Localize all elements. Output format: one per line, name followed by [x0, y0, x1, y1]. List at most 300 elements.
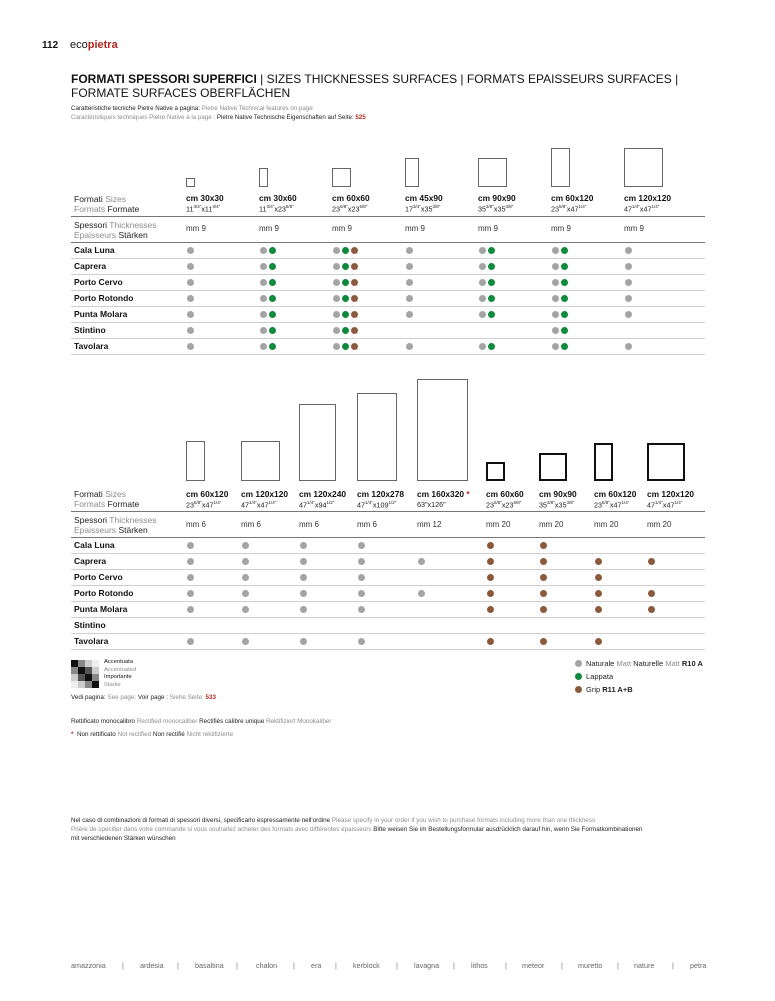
format-inch-label [551, 204, 586, 213]
inch-fraction: 1/4" [655, 500, 663, 505]
naturale-dot [418, 558, 425, 565]
format-size-label: cm 120x120 [241, 489, 289, 499]
shading-legend: Accentuata Accentuated Importante Starke [104, 659, 137, 688]
grip-dot [540, 590, 547, 597]
format-size-label: cm 60x60 [332, 193, 370, 203]
inch-fraction: 5/8" [285, 204, 294, 209]
footer-link-ardesia[interactable]: ardesia [140, 961, 164, 970]
format-inch-label [417, 500, 446, 509]
subtitle-l2a: Caractéristiques techniques Pietre Native à la page : [71, 114, 217, 121]
inch-part: x47 [662, 500, 675, 510]
naturale-dot [187, 558, 194, 565]
product-name: Caprera [74, 556, 107, 566]
naturale-dot [358, 558, 365, 565]
lappata-dot [269, 279, 276, 286]
lappata-dot [342, 279, 349, 286]
title-main: FORMATI SPESSORI SUPERFICI [71, 72, 257, 86]
title-rest-1: | SIZES THICKNESSES SURFACES | FORMATS EPAISSEURS SURFACES | [256, 72, 679, 86]
naturale-dot [333, 279, 340, 286]
grip-dot [351, 247, 358, 254]
naturale-dot [187, 590, 194, 597]
lappata-dot [269, 311, 276, 318]
footer-separator: | [617, 961, 619, 970]
inch-part: x47 [256, 500, 269, 510]
see-page-note: Vedi pagina: See page: Voir page : Siehe Seite: 533 [71, 694, 216, 701]
tile-drawing [478, 158, 507, 187]
lappata-dot [269, 247, 276, 254]
format-size-label: cm 60x120 [594, 489, 637, 499]
product-name: Stintino [74, 325, 106, 335]
inch-fraction: 1/4" [621, 500, 630, 505]
inch-fraction: 1/4" [632, 204, 640, 209]
product-name: Caprera [74, 261, 107, 271]
footer-separator: | [505, 961, 507, 970]
naturale-dot [300, 542, 307, 549]
tile-drawing [539, 453, 567, 481]
naturale-dot [260, 263, 267, 270]
format-thickness: mm 9 [478, 224, 498, 233]
inch-part: 35 [478, 204, 486, 214]
inch-fraction: 1/4" [213, 500, 222, 505]
format-thickness: mm 20 [594, 520, 619, 529]
naturale-dot [187, 247, 194, 254]
inch-part: 11 [186, 204, 194, 214]
naturale-dot [300, 638, 307, 645]
inch-fraction: 1/4" [674, 500, 683, 505]
product-name: Porto Cervo [74, 277, 123, 287]
row-divider [71, 354, 705, 355]
format-size-label: cm 90x90 [539, 489, 577, 499]
page-title [71, 72, 691, 100]
naturale-dot [260, 311, 267, 318]
format-inch-label [478, 204, 513, 213]
product-name: Stintino [74, 620, 106, 630]
inch-fraction: 3/4" [212, 204, 221, 209]
inch-fraction: 1/4" [578, 204, 587, 209]
product-name: Punta Molara [74, 309, 128, 319]
inch-fraction: 3/8" [547, 500, 555, 505]
row-divider [71, 258, 705, 259]
footer-link-amazzonia[interactable]: amazzonia [71, 961, 106, 970]
inch-fraction: 5/8" [513, 500, 522, 505]
row-divider [71, 290, 705, 291]
format-thickness: mm 6 [357, 520, 377, 529]
grip-dot [595, 590, 602, 597]
inch-part: 47 [624, 204, 632, 214]
naturale-dot [333, 343, 340, 350]
grip-dot [595, 606, 602, 613]
footer-separator: | [122, 961, 124, 970]
sizes-label: Formati Sizes Formats Formate [74, 489, 140, 509]
header-divider [71, 242, 705, 243]
inch-fraction: 1/2" [326, 500, 335, 505]
naturale-dot [333, 311, 340, 318]
inch-fraction: 1/4" [651, 204, 660, 209]
grip-dot [648, 558, 655, 565]
product-name: Punta Molara [74, 604, 128, 614]
row-divider [71, 649, 705, 650]
lappata-dot [488, 295, 495, 302]
tile-drawing [186, 178, 195, 187]
format-thickness: mm 20 [486, 520, 511, 529]
row-divider [71, 338, 705, 339]
format-thickness: mm 20 [539, 520, 564, 529]
format-inch-label [594, 500, 629, 509]
naturale-dot [479, 311, 486, 318]
inch-fraction: 1/4" [249, 500, 257, 505]
naturale-dot [552, 279, 559, 286]
title-rest-2: FORMATE SURFACES OBERFLÄCHEN [71, 86, 291, 100]
naturale-dot [479, 343, 486, 350]
grip-dot [487, 638, 494, 645]
surface-legend-dot [575, 673, 582, 680]
naturale-dot [625, 263, 632, 270]
product-name: Tavolara [74, 636, 109, 646]
product-name: Tavolara [74, 341, 109, 351]
tile-drawing [624, 148, 663, 187]
brand-logo [70, 39, 118, 51]
row-divider [71, 569, 705, 570]
row-divider [71, 617, 705, 618]
lappata-dot [488, 279, 495, 286]
grip-dot [595, 574, 602, 581]
footer-link-kerblock[interactable]: kerblock [353, 961, 380, 970]
format-size-label: cm 120x120 [624, 193, 672, 203]
naturale-dot [242, 606, 249, 613]
footer-link-basaltina[interactable]: basaltina [195, 961, 224, 970]
inch-part: 23 [551, 204, 559, 214]
grip-dot [540, 558, 547, 565]
naturale-dot [479, 247, 486, 254]
naturale-dot [187, 311, 194, 318]
naturale-dot [358, 638, 365, 645]
product-name: Porto Rotondo [74, 293, 134, 303]
grip-dot [487, 574, 494, 581]
naturale-dot [333, 295, 340, 302]
format-thickness: mm 9 [332, 224, 352, 233]
legend-code: R10 A [681, 659, 703, 668]
format-inch-label [259, 204, 294, 213]
lappata-dot [342, 311, 349, 318]
product-name: Porto Rotondo [74, 588, 134, 598]
legend-part: Matt [616, 659, 634, 668]
naturale-dot [625, 247, 632, 254]
product-name: Cala Luna [74, 245, 115, 255]
not-rectified-note: * Non rettificato Not rectified Non rectifié Nicht rektifizierte [71, 731, 234, 738]
sizes-label: Formati Sizes Formats Formate [74, 194, 140, 214]
naturale-dot [333, 327, 340, 334]
grip-dot [595, 558, 602, 565]
grip-dot [487, 542, 494, 549]
inch-fraction: 1/4" [365, 500, 373, 505]
naturale-dot [552, 343, 559, 350]
format-thickness: mm 6 [241, 520, 261, 529]
lappata-dot [561, 311, 568, 318]
footer-link-era[interactable]: era [311, 961, 322, 970]
naturale-dot [333, 263, 340, 270]
lappata-dot [561, 263, 568, 270]
footer-link-nature[interactable]: nature [634, 961, 655, 970]
grip-dot [487, 590, 494, 597]
inch-fraction: 5/8" [494, 500, 502, 505]
naturale-dot [625, 343, 632, 350]
tile-drawing [405, 158, 419, 187]
inch-fraction: 1/4" [268, 500, 277, 505]
naturale-dot [187, 574, 194, 581]
format-inch-label [405, 204, 440, 213]
grip-dot [540, 542, 547, 549]
naturale-dot [625, 295, 632, 302]
naturale-dot [552, 311, 559, 318]
lappata-dot [561, 343, 568, 350]
inch-fraction: 3/8" [505, 204, 514, 209]
naturale-dot [260, 327, 267, 334]
legend-part: Matt [665, 659, 682, 668]
naturale-dot [406, 247, 413, 254]
header-divider [71, 216, 705, 217]
tile-drawing [332, 168, 351, 187]
lappata-dot [488, 247, 495, 254]
format-thickness: mm 6 [186, 520, 206, 529]
tile-drawing [357, 393, 397, 481]
legend-part: Naturale [586, 659, 617, 668]
header-divider [71, 511, 705, 512]
lappata-dot [342, 295, 349, 302]
tile-drawing [299, 404, 336, 481]
row-divider [71, 553, 705, 554]
naturale-dot [552, 327, 559, 334]
naturale-dot [187, 542, 194, 549]
inch-part: x109 [372, 500, 389, 510]
lappata-dot [561, 279, 568, 286]
naturale-dot [300, 558, 307, 565]
naturale-dot [625, 279, 632, 286]
thickness-label: Spessori Thicknesses Epaisseurs Stärken [74, 220, 157, 240]
format-size-label: cm 60x120 [551, 193, 594, 203]
naturale-dot [242, 590, 249, 597]
naturale-dot [358, 590, 365, 597]
not-rectified-star: * [464, 489, 470, 499]
naturale-dot [260, 247, 267, 254]
tile-drawing [241, 441, 280, 481]
naturale-dot [333, 247, 340, 254]
naturale-dot [625, 311, 632, 318]
lappata-dot [269, 327, 276, 334]
inch-fraction: 1/2" [388, 500, 397, 505]
grip-dot [540, 574, 547, 581]
format-inch-label [539, 500, 574, 509]
legend-part: Grip [586, 685, 603, 694]
inch-part: 17 [405, 204, 413, 214]
format-thickness: mm 12 [417, 520, 442, 529]
inch-part: x35 [493, 204, 506, 214]
footer-separator: | [396, 961, 398, 970]
inch-part: x47 [609, 500, 622, 510]
footer-link-lithos[interactable]: lithos [471, 961, 488, 970]
naturale-dot [552, 263, 559, 270]
surface-legend-label [586, 685, 633, 694]
inch-fraction: 3/8" [566, 500, 575, 505]
naturale-dot [300, 574, 307, 581]
naturale-dot [187, 606, 194, 613]
format-size-label: cm 45x90 [405, 193, 443, 203]
format-size-label: cm 90x90 [478, 193, 516, 203]
format-thickness: mm 9 [551, 224, 571, 233]
row-divider [71, 322, 705, 323]
surface-legend-label [586, 672, 613, 681]
subtitle-l2b: Pietre Native Technische Eigenschaften auf Seite: [216, 114, 356, 121]
grip-dot [351, 279, 358, 286]
footer-separator: | [177, 961, 179, 970]
format-inch-label [186, 500, 221, 509]
naturale-dot [358, 606, 365, 613]
footer-separator: | [453, 961, 455, 970]
format-thickness: mm 9 [624, 224, 644, 233]
footer-link-petra[interactable]: petra [690, 961, 707, 970]
footer-link-lavagna[interactable]: lavagna [414, 961, 440, 970]
format-inch-label [299, 500, 334, 509]
lappata-dot [342, 247, 349, 254]
inch-part: 23 [186, 500, 194, 510]
shading-swatch [71, 660, 99, 688]
naturale-dot [260, 295, 267, 302]
format-inch-label [186, 204, 220, 213]
naturale-dot [300, 606, 307, 613]
inch-part: 47 [357, 500, 365, 510]
footer-separator: | [561, 961, 563, 970]
tile-drawing [594, 443, 613, 481]
bottom-note: Nel caso di combinazioni di formati di spessori diversi, specificarlo espressamente nell'ordine Please specify in your order if you wish to purchase formats including more than one thickness Prière de spécifier dans votre commande si vous souhaitez acheter des formats avec différentes épaisseurs Bitte weisen Sie im Bestellungsformular ausdrücklich darauf hin, wenn Sie Formatkombinationen mit verschiedenen Stärken wünschen [71, 817, 643, 842]
footer-link-muretto[interactable]: muretto [578, 961, 603, 970]
footer-separator: | [672, 961, 674, 970]
format-size-label: cm 120x240 [299, 489, 347, 499]
naturale-dot [358, 574, 365, 581]
naturale-dot [187, 638, 194, 645]
lappata-dot [561, 295, 568, 302]
lappata-dot [561, 247, 568, 254]
tile-drawing [551, 148, 570, 187]
grip-dot [648, 606, 655, 613]
inch-fraction: 3/8" [432, 204, 441, 209]
surface-legend-dot [575, 686, 582, 693]
naturale-dot [479, 295, 486, 302]
tile-drawing [259, 168, 268, 187]
inch-part: x94 [314, 500, 327, 510]
format-size-label: cm 160x320 * [417, 489, 470, 499]
lappata-dot [342, 263, 349, 270]
lappata-dot [269, 343, 276, 350]
surface-legend-label [586, 659, 703, 668]
format-inch-label [647, 500, 682, 509]
rectified-note: Rettificato monocalibro Rectified monocaliber Rectifiés calibre unique Rektifiziert Monokaliber [71, 718, 332, 725]
naturale-dot [406, 311, 413, 318]
lappata-dot [342, 343, 349, 350]
lappata-dot [488, 343, 495, 350]
naturale-dot [406, 343, 413, 350]
lappata-dot [269, 263, 276, 270]
tile-drawing [186, 441, 205, 481]
grip-dot [351, 343, 358, 350]
format-inch-label [486, 500, 521, 509]
footer-link-chalon[interactable]: chalon [256, 961, 278, 970]
naturale-dot [187, 279, 194, 286]
inch-part: x35 [554, 500, 567, 510]
inch-part: 11 [259, 204, 267, 214]
inch-fraction: 5/8" [602, 500, 610, 505]
format-thickness: mm 9 [259, 224, 279, 233]
grip-dot [487, 558, 494, 565]
inch-fraction: 5/8" [340, 204, 348, 209]
inch-part: 63"x126" [417, 500, 446, 509]
inch-part: x23 [501, 500, 514, 510]
subtitle [71, 104, 366, 122]
inch-part: x35 [420, 204, 433, 214]
format-size-label: cm 60x60 [486, 489, 524, 499]
row-divider [71, 306, 705, 307]
naturale-dot [406, 263, 413, 270]
format-thickness: mm 9 [405, 224, 425, 233]
subtitle-page: 525 [355, 114, 366, 121]
naturale-dot [358, 542, 365, 549]
subtitle-l1b: Pietre Native Technical features on page: [201, 105, 315, 112]
inch-part: 47 [299, 500, 307, 510]
row-divider [71, 585, 705, 586]
legend-code: R11 A+B [602, 685, 633, 694]
format-thickness: mm 20 [647, 520, 672, 529]
format-size-label: cm 30x30 [186, 193, 224, 203]
surface-legend-dot [575, 660, 582, 667]
inch-fraction: 3/4" [193, 204, 202, 209]
product-name: Porto Cervo [74, 572, 123, 582]
lappata-dot [488, 311, 495, 318]
header-divider [71, 537, 705, 538]
naturale-dot [242, 574, 249, 581]
inch-part: 47 [241, 500, 249, 510]
legend-part: Lappata [586, 672, 614, 681]
inch-part: 23 [486, 500, 494, 510]
format-size-label: cm 120x120 [647, 489, 695, 499]
brand-name: pietra [87, 39, 118, 51]
lappata-dot [561, 327, 568, 334]
lappata-dot [488, 263, 495, 270]
format-inch-label [241, 500, 276, 509]
inch-part: x11 [201, 204, 213, 214]
grip-dot [595, 638, 602, 645]
grip-dot [540, 606, 547, 613]
format-size-label: cm 30x60 [259, 193, 297, 203]
inch-fraction: 5/8" [359, 204, 368, 209]
naturale-dot [406, 295, 413, 302]
naturale-dot [187, 327, 194, 334]
naturale-dot [187, 263, 194, 270]
footer-link-meteor[interactable]: meteor [522, 961, 545, 970]
naturale-dot [187, 343, 194, 350]
footer-separator: | [293, 961, 295, 970]
row-divider [71, 274, 705, 275]
row-divider [71, 633, 705, 634]
inch-fraction: 3/4" [266, 204, 275, 209]
row-divider [71, 601, 705, 602]
inch-part: x23 [347, 204, 360, 214]
inch-fraction: 3/8" [486, 204, 494, 209]
naturale-dot [406, 279, 413, 286]
naturale-dot [242, 542, 249, 549]
format-inch-label [624, 204, 659, 213]
naturale-dot [242, 558, 249, 565]
naturale-dot [552, 247, 559, 254]
naturale-dot [479, 263, 486, 270]
format-inch-label [332, 204, 367, 213]
